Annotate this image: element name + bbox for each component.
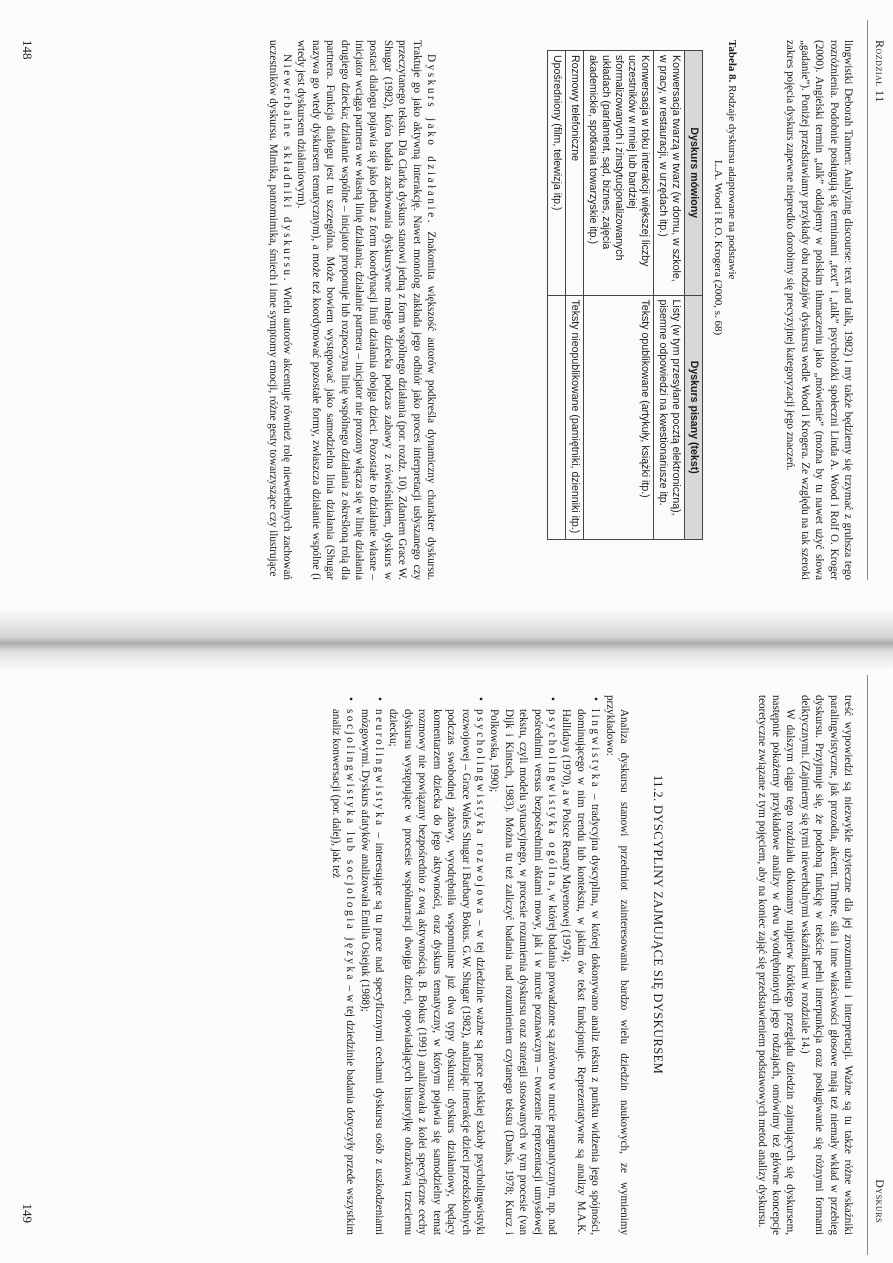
table-row xyxy=(584,51,654,540)
table-cell: Konwersacja twarzą w twarz (w domu, w szkole, w pracy, w restauracji, w urzędach itp.) xyxy=(654,51,685,296)
table-row xyxy=(654,51,685,540)
body-text-right-top xyxy=(754,695,855,1235)
body-text-left xyxy=(265,40,438,580)
list-item xyxy=(357,695,386,1235)
paragraph-continued: treść wypowiedzi są niezwykle użyteczne dla jej zrozumienia i interpretacji. Ważne są tu także różne wskaźniki paralingwistyczne, jak prozodia, akcent. Timbre, siła i inne właściwości głosowe mają też niemały wkład w przebieg dyskursu. Przyjmuje się, że podobną funkcję w tekście pełni interpunkcja oraz posługiwanie się różnymi formami deiktycznymi. (Zajmiemy się tymi niewerbalnymi wskaźnikami w rozdziale 14.) xyxy=(798,695,854,1235)
table-row xyxy=(566,51,584,540)
list-item-lead: socjolingwistyka lub socjologia języka xyxy=(344,709,357,983)
body-text-right-main xyxy=(328,695,631,1235)
list-item xyxy=(328,695,357,1235)
header-rule xyxy=(867,20,868,580)
table-header-row xyxy=(685,51,703,540)
paragraph-action-lead: Dyskurs jako działanie. xyxy=(425,54,437,226)
table-caption xyxy=(711,40,739,580)
list-item-text: – w tej dziedzinie ważne są prace polskiej szkoły psycholingwistyki rozwojowej – Grace Wales Shugar i Barbary Bokus. G.W. Shugar (1982), analizując interakcje dzieci przedszkolnych podczas swobodnej zabawy, wyodrębniła wspomniane już dwa typy dyskursu: dyskurs działaniowy, będący komentarzem dziecka do jego aktywności, oraz dyskurs tematyczny, w którym pojawia się samodzielny temat rozmowy nie powiązany bezpośrednio z ową aktywnością. B. Bokus (1991) analizowała z kolei specyficzne cechy dyskursu występujące w procesie współnarracji dwojga dzieci, opowiadających historyjkę obrazkową trzeciemu dziecku; xyxy=(387,709,486,1235)
discourse-types-table xyxy=(547,50,703,540)
paragraph-nonverbal xyxy=(265,40,294,580)
header-rule xyxy=(867,675,868,1255)
table-cell: Konwersacja w toku interakcji większej liczby uczestników w mniej lub bardziej sformalizowanych i zinstytucjonalizowanych układach (parlament, sąd, biznes, zajęcia akademickie, spotkania towarzyskie itp.) xyxy=(584,51,654,296)
list-item xyxy=(487,695,559,1235)
page-number-left: 148 xyxy=(20,40,35,60)
paragraph-action-body: Znakomita większość autorów podkreśla dynamiczny charakter dyskursu. Traktuje go jako aktywną interakcję. Nawet monolog zakłada jego odbiór jako proces interpretacji usłyszanego czy przeczytanego tekstu. Dla Clarka dyskurs stanowi jedną z form wspólnego działania (por. rozdz. 10). Zdaniem Grace W. Shugar (1982), która badała zachowania dyskursywne małego dziecka podczas zabawy z rówieśnikiem, dyskurs w postaci dialogu pojawia się jako jedna z form koordynacji linii działania obojga dzieci. Pozostałe to działanie własne – inicjator wciąga partnera we własną linię działania; działanie partnera – inicjator nie prozony włącza się w linię działania drugiego dziecka; działanie wspólne – inicjator proponuje lub rozpoczyna linię wspólnego działania z określoną rolą dla partnera. Funkcja dialogu jest tu szczególna. Może bowiem występować jako samodzielna linia działania (Shugar nazywa go wtedy dyskursem tematycznym), a może też koordynować pozostałe formy, zwłaszcza działanie wspólne (i wtedy jest dyskursem działaniowym). xyxy=(295,40,437,580)
table-header-spoken: Dyskurs mówiony xyxy=(685,51,703,296)
page-number-right: 149 xyxy=(20,1203,35,1223)
table-cell: Teksty opublikowane (artykuły, książki itp.) xyxy=(584,295,654,540)
paragraph-intro: Analiza dyskursu stanowi przedmiot zainteresowania bardzo wielu dziedzin naukowych, ze wymienimy przykładowo: xyxy=(603,695,630,1235)
paragraph-nonverbal-body: Wielu autorów akcentuje również rolę niewerbalnych zachowań uczestników dyskursu. Mimika, pantomimika, śmiech i inne symptomy emocji, różne gesty towarzyszące czy ilustrujące xyxy=(266,40,293,580)
table-row xyxy=(548,51,566,540)
list-item-lead: lingwistyka xyxy=(589,709,602,790)
list-item-text: – tradycyjna dyscyplina, w której dokonywano analiz tekstu z punktu widzenia jego spójności, dominującego w nim trendu lub kontekstu, w jakim ów tekst funkcjonuje. Reprezentatywne są analizy M.A.K. Hallidaya (1970), a w Polsce Renaty Mayenowej (1974); xyxy=(560,709,602,1235)
table-caption-label: Tabela 8. xyxy=(726,40,738,83)
list-item xyxy=(386,695,487,1235)
table-cell: Rozmowy telefoniczne xyxy=(566,51,584,296)
table-cell: Teksty nieopublikowane (pamiętniki, dzienniki itp.) xyxy=(566,295,584,540)
table-cell xyxy=(548,295,566,540)
page-left xyxy=(0,0,893,620)
intro-paragraph-block xyxy=(783,40,855,580)
table-header-written: Dyskurs pisany (tekst) xyxy=(685,295,703,540)
list-item xyxy=(559,695,602,1235)
list-item-lead: neurolingwistyka xyxy=(373,709,386,828)
list-item-text: – interesujące są tu prace nad specyficznymi cechami dyskursu osób z uszkodzeniami mózgowymi. Dyskurs afatyków analizowała Emilia Osiejuk (1988); xyxy=(358,709,386,1235)
list-item-lead: psycholingwistyka ogólna xyxy=(545,709,558,888)
running-header-right: Dyskurs xyxy=(873,1179,887,1223)
table-cell: Upośredniony (film, telewizja itp.) xyxy=(548,51,566,296)
paragraph-plan: W dalszym ciągu tego rozdziału dokonamy najpierw krótkiego przeglądu dziedzin zajmujących się dyskursem, następnie pokażemy przykładowe analizy w dwu wyodrębnionych jego rodzajach, omówimy też główne koncepcje teoretyczne związane z tym pojęciem, aby na koniec zająć się przedstawieniem podstawowych metod analizy dyskursu. xyxy=(755,695,797,1235)
paragraph-nonverbal-lead: Niewerbalne składniki dyskursu. xyxy=(280,54,293,284)
disciplines-list xyxy=(328,695,602,1235)
list-item-text: – w tej dziedzinie badania dotyczyły przede wszystkim analiz konwersacji (por. dalej), jak też xyxy=(329,709,357,1235)
paragraph-action xyxy=(294,40,438,580)
table-cell: Listy (w tym przesyłane pocztą elektroniczną), pisemne odpowiedzi na kwestionariusze itp. xyxy=(654,295,685,540)
list-item-text: , w której badania prowadzone są zarówno w nurcie pragmatycznym, np. nad pośrednimi versus bezpośrednimi aktami mowy, jak i w nurcie poznawczym – tworzenie reprezentacji umysłowej tekstu, czyli modelu sytuacyjnego, w procesie rozumienia dyskursu oraz strategii stosowanych w tym procesie (van Dijk i Kintsch, 1983). Można tu też zaliczyć badania nad rozumieniem czytanego tekstu (Danks, 1978; Kurcz i Polkowska, 1990); xyxy=(488,709,558,1235)
page-right xyxy=(0,655,893,1263)
intro-paragraph: lingwistki Deborah Tannen: Analyzing discourse: text and talk, 1982) i my także będziemy się trzymać z grubsza tego rozróżnienia. Podobnie posługują się terminami „text” i „talk” psycholożki społeczni Linda A. Wood i Rolf O. Kroger (2000). Angielski termin „talk” oddajemy w polskim tłumaczeniu jako „mówienie” (można by tu nawet użyć słowa „gadanie”). Poniżej przedstawiamy przykłady obu rodzajów dyskursu wedle Wood i Krogera. Ze względu na tak szeroki zakres pojęcia dyskurs zapewne niepredko dorobimy się precyzyjnej kategoryzacji jego znaczeń. xyxy=(784,40,854,580)
table-caption-line1: Rodzaje dyskursu adaptowane na podstawie xyxy=(726,85,738,280)
table-caption-line2: L.A. Wood i R.O. Krogera (2000, s. 68) xyxy=(712,160,724,336)
section-heading: 11.2. DYSCYPLINY ZAJMUJĄCE SIĘ DYSKURSEM xyxy=(651,775,665,1075)
list-item-lead: psycholingwistyka rozwojowa xyxy=(473,709,486,916)
running-header-left: Rozdział 11 xyxy=(873,40,887,103)
